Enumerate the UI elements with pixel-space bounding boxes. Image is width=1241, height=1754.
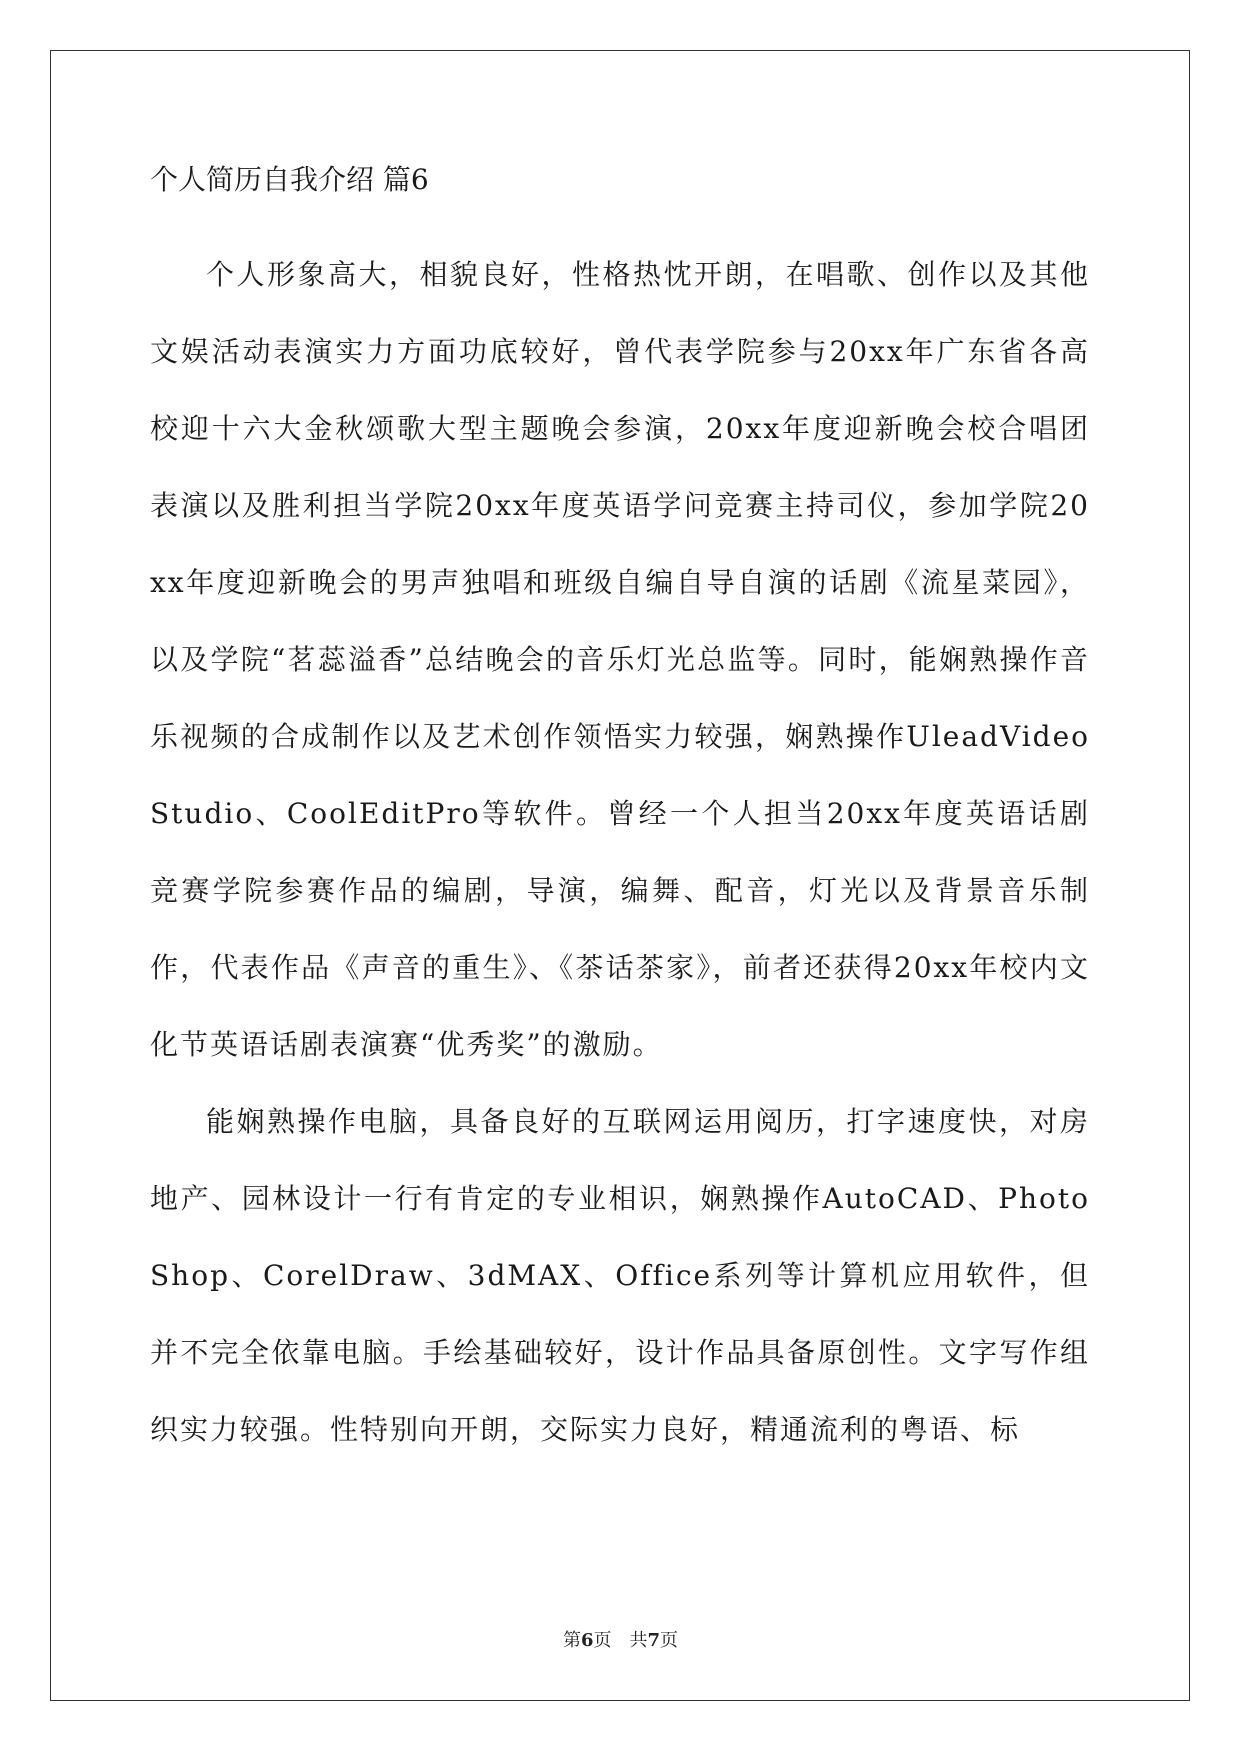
document-body bbox=[150, 160, 1090, 1468]
total-suffix: 页 bbox=[660, 1630, 679, 1651]
page-total: 7 bbox=[647, 1630, 661, 1651]
page-prefix: 第 bbox=[562, 1630, 581, 1651]
paragraph-skills: 能娴熟操作电脑，具备良好的互联网运用阅历，打字速度快，对房地产、园林设计一行有肯定的专业相识，娴熟操作AutoCAD、PhotoShop、CorelDraw、3dMAX、Office系列等计算机应用软件，但并不完全依靠电脑。手绘基础较好，设计作品具备原创性。文字写作组织实力较强。性特别向开朗，交际实力良好，精通流利的粤语、标 bbox=[150, 1105, 1090, 1446]
total-prefix: 共 bbox=[629, 1630, 648, 1651]
page-suffix: 页 bbox=[593, 1630, 612, 1651]
paragraph-talents: 个人形象高大，相貌良好，性格热忱开朗，在唱歌、创作以及其他文娱活动表演实力方面功底较好，曾代表学院参与20xx年广东省各高校迎十六大金秋颂歌大型主题晚会参演，20xx年度迎新晚会校合唱团表演以及胜利担当学院20xx年度英语学问竞赛主持司仪，参加学院20xx年度迎新晚会的男声独唱和班级自编自导自演的话剧《流星菜园》，以及学院“茗蕊溢香”总结晚会的音乐灯光总监等。同时，能娴熟操作音乐视频的合成制作以及艺术创作领悟实力较强，娴熟操作UleadVideoStudio、CoolEditPro等软件。曾经一个人担当20xx年度英语话剧竞赛学院参赛作品的编剧，导演，编舞、配音，灯光以及背景音乐制作，代表作品《声音的重生》、《茶话茶家》，前者还获得20xx年校内文化节英语话剧表演赛“优秀奖”的激励。 bbox=[150, 258, 1090, 1061]
page-footer bbox=[0, 1626, 1241, 1652]
page-current: 6 bbox=[580, 1630, 594, 1651]
document-title: 个人简历自我介绍 篇6 bbox=[150, 163, 429, 196]
